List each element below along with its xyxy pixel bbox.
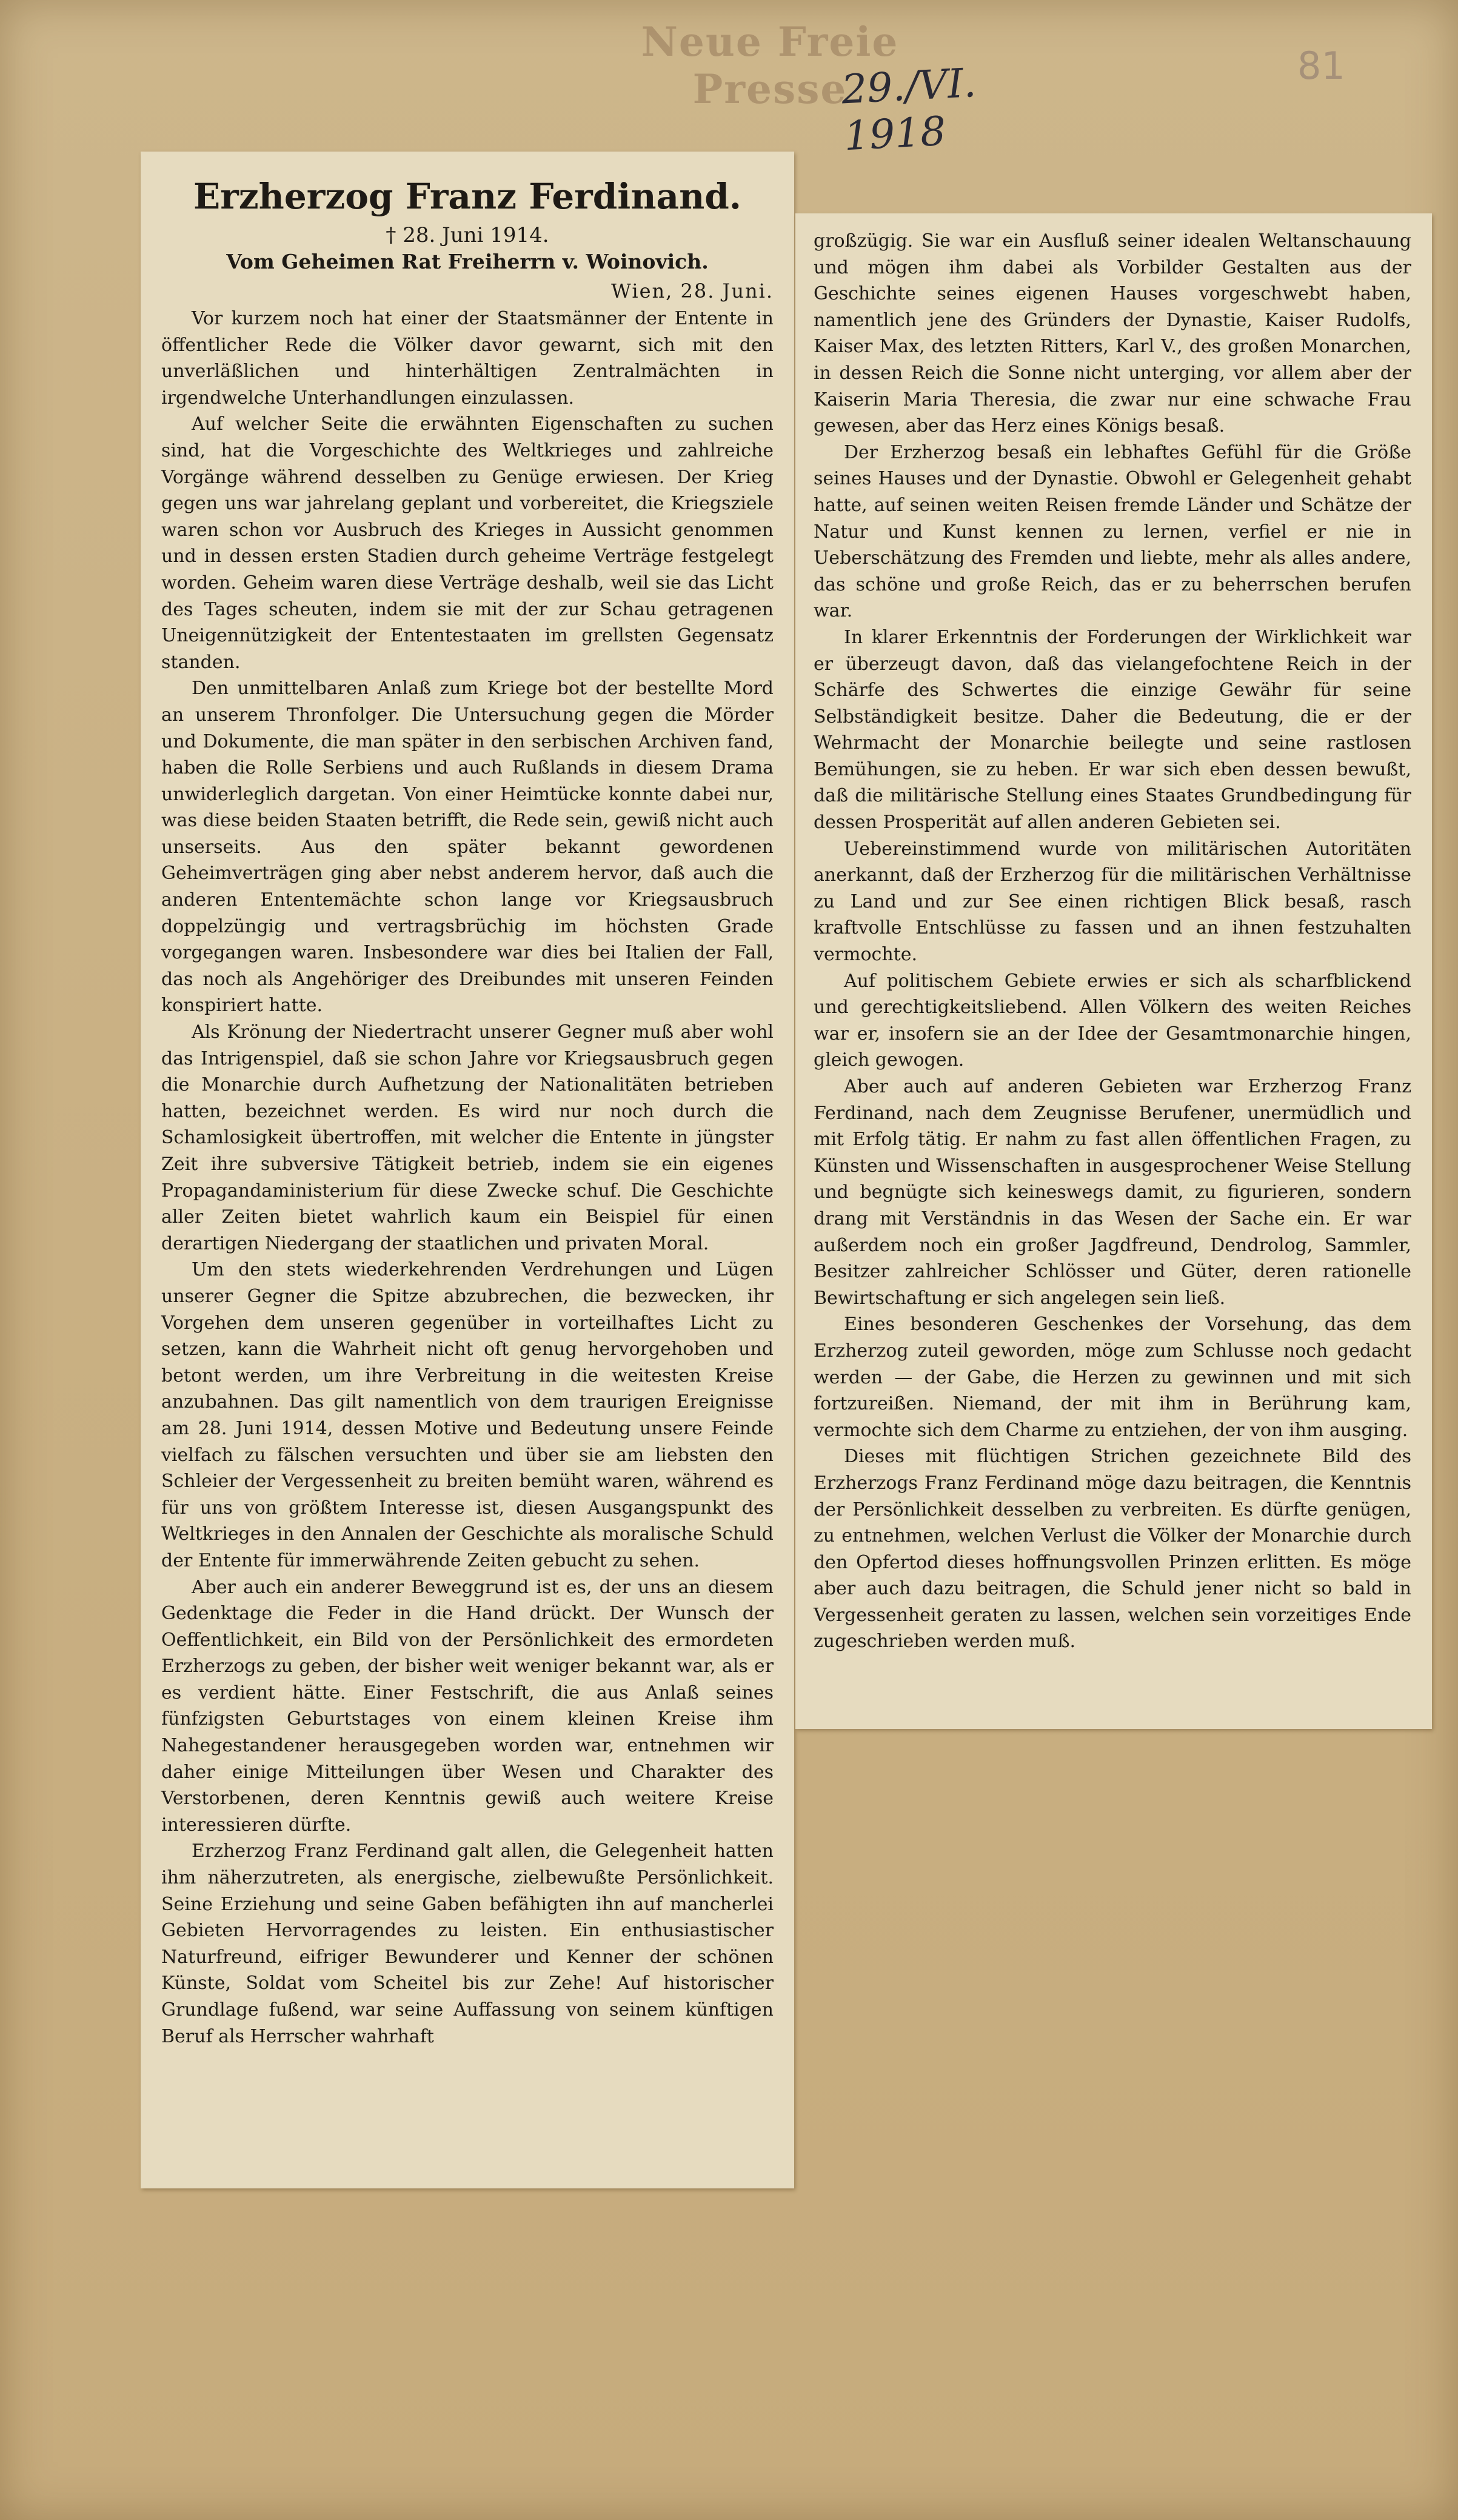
clipping-left-column — [141, 152, 794, 2188]
article-dateline: † 28. Juni 1914. — [386, 223, 549, 247]
handwritten-date: 29./VI. 1918 — [840, 59, 977, 160]
paragraph: Auf welcher Seite die erwähnten Eigenschaften zu suchen sind, hat die Vorgeschichte des Weltkrieges und zahlreiche Vorgänge während desselben zu Genüge erwiesen. Der Krieg gegen uns war jahrelang geplant und vorbereitet, die Kriegsziele waren schon vor Ausbruch des Krieges in Aussicht genommen und in dessen ersten Stadien durch geheime Verträge festgelegt worden. Geheim waren diese Verträge deshalb, weil sie das Licht des Tages scheuten, indem sie mit der zur Schau getragenen Uneigennützigkeit der Ententestaaten im grellsten Gegensatz standen. — [161, 413, 774, 673]
archive-number: 81 — [1297, 44, 1345, 88]
paragraph: Aber auch auf anderen Gebieten war Erzherzog Franz Ferdinand, nach dem Zeugnisse Berufener, unermüdlich und mit Erfolg tätig. Er nahm zu fast allen öffentlichen Fragen, zu Künsten und Wissenschaften in ausgesprochener Weise Stellung und begnügte sich keineswegs damit, zu figurieren, sondern drang mit Verständnis in das Wesen der Sache ein. Er war außerdem noch ein großer Jagdfreund, Dendrolog, Sammler, Besitzer zahlreicher Schlösser und Güter, deren rationelle Bewirtschaftung er sich angelegen sein ließ. — [814, 1076, 1411, 1309]
paragraph: Als Krönung der Niedertracht unserer Gegner muß aber wohl das Intrigenspiel, daß sie schon Jahre vor Kriegsausbruch gegen die Monarchie durch Aufhetzung der Nationalitäten betrieben hatten, bezeichnet werden. Es wird nur noch durch die Schamlosigkeit übertroffen, mit welcher die Entente in jüngster Zeit ihre subversive Tätigkeit betrieb, indem sie ein eigenes Propagandaministerium für diese Zwecke schuf. Die Geschichte aller Zeiten bietet wahrlich kaum ein Beispiel für einen derartigen Niedergang der staatlichen und privaten Moral. — [161, 1021, 774, 1254]
paragraph: Vor kurzem noch hat einer der Staatsmänner der Entente in öffentlicher Rede die Völker davor gewarnt, sich mit den unverläßlichen und hinterhältigen Zentralmächten in irgendwelche Unterhandlungen einzulassen. — [161, 308, 774, 409]
paragraph: Dieses mit flüchtigen Strichen gezeichnete Bild des Erzherzogs Franz Ferdinand möge dazu beitragen, die Kenntnis der Persönlichkeit desselben zu verbreiten. Es dürfte genügen, zu entnehmen, welchen Verlust die Völker der Monarchie durch den Opfertod dieses hoffnungsvollen Prinzen erlitten. Es möge aber auch dazu beitragen, die Schuld jener nicht so bald in Vergessenheit geraten zu lassen, welchen sein vorzeitiges Ende zugeschrieben werden muß. — [814, 1446, 1411, 1653]
left-column-text — [161, 306, 774, 2050]
paragraph: Eines besonderen Geschenkes der Vorsehung, das dem Erzherzog zuteil geworden, möge zum Schlusse noch gedacht werden — der Gabe, die Herzen zu gewinnen und mit sich fortzureißen. Niemand, der mit ihm in Berührung kam, vermochte sich dem Charme zu entziehen, der von ihm ausging. — [814, 1314, 1411, 1441]
article-byline: Vom Geheimen Rat Freiherrn v. Woinovich. — [226, 250, 709, 273]
paragraph: Um den stets wiederkehrenden Verdrehungen und Lügen unserer Gegner die Spitze abzubrechen, die bezwecken, ihr Vorgehen dem unseren gegenüber in vorteilhaftes Licht zu setzen, kann die Wahrheit nicht oft genug hervorgehoben und betont werden, um ihre Verbreitung in die weitesten Kreise anzubahnen. Das gilt namentlich von dem traurigen Ereignisse am 28. Juni 1914, dessen Motive und Bedeutung unsere Feinde vielfach zu fälschen versuchten und über sie am liebsten den Schleier der Vergessenheit zu breiten bemüht waren, während es für uns von größtem Interesse ist, diesen Ausgangspunkt des Weltkrieges in den Annalen der Geschichte als moralische Schuld der Entente für immerwährende Zeiten gebucht zu sehen. — [161, 1259, 774, 1571]
article-title: Erzherzog Franz Ferdinand. — [193, 176, 741, 217]
article-place-date: Wien, 28. Juni. — [611, 279, 774, 302]
paragraph: Auf politischem Gebiete erwies er sich als scharfblickend und gerechtigkeitsliebend. Allen Völkern des weiten Reiches war er, insofern sie an der Idee der Gesamtmonarchie hingen, gleich gewogen. — [814, 970, 1411, 1071]
paragraph: Den unmittelbaren Anlaß zum Kriege bot der bestellte Mord an unserem Thronfolger. Die Untersuchung gegen die Mörder und Dokumente, die man später in den serbischen Archiven fand, haben die Rolle Serbiens und auch Rußlands in diesem Drama unwiderleglich dargetan. Von einer Heimtücke konnte dabei nur, was diese beiden Staaten betrifft, die Rede sein, gewiß nicht auch unserseits. Aus den später bekannt gewordenen Geheimverträgen ging aber nebst anderem hervor, daß auch die anderen Ententemächte schon lange vor Kriegsausbruch doppelzüngig und vertragsbrüchig im höchsten Grade vorgegangen waren. Insbesondere war dies bei Italien der Fall, das noch als Angehöriger des Dreibundes mit unseren Feinden konspiriert hatte. — [161, 678, 774, 1017]
right-column-text — [814, 228, 1411, 1655]
paragraph: Der Erzherzog besaß ein lebhaftes Gefühl für die Größe seines Hauses und der Dynastie. Obwohl er Gelegenheit gehabt hatte, auf seinen weiten Reisen fremde Länder und Schätze der Natur und Kunst kennen zu lernen, verfiel er nie in Ueberschätzung des Fremden und liebte, mehr als alles andere, das schöne und große Reich, das er zu beherrschen berufen war. — [814, 441, 1411, 622]
paragraph: Aber auch ein anderer Beweggrund ist es, der uns an diesem Gedenktage die Feder in die Hand drückt. Der Wunsch der Oeffentlichkeit, ein Bild von der Persönlichkeit des ermordeten Erzherzogs zu geben, der bisher weit weniger bekannt war, als er es verdient hätte. Einer Festschrift, die aus Anlaß seines fünfzigsten Geburtstages von einem kleinen Kreise ihm Nahegestandener herausgegeben worden war, entnehmen wir daher einige Mitteilungen über Wesen und Charakter des Verstorbenen, deren Kenntnis gewiß auch weitere Kreise interessieren dürfte. — [161, 1576, 774, 1836]
paragraph: Uebereinstimmend wurde von militärischen Autoritäten anerkannt, daß der Erzherzog für die militärischen Verhältnisse zu Land und zur See einen richtigen Blick besaß, rasch kraftvolle Entschlüsse zu fassen und an ihnen festzuhalten vermochte. — [814, 838, 1411, 966]
paragraph: großzügig. Sie war ein Ausfluß seiner idealen Weltanschauung und mögen ihm dabei als Vorbilder Gestalten aus der Geschichte seines eigenen Hauses vorgeschwebt haben, namentlich jene des Gründers der Dynastie, Kaiser Rudolfs, Kaiser Max, des letzten Ritters, Karl V., des großen Monarchen, in dessen Reich die Sonne nicht unterging, vor allem aber der Kaiserin Maria Theresia, die zwar nur eine schwache Frau gewesen, aber das Herz eines Königs besaß. — [814, 230, 1411, 437]
paragraph: Erzherzog Franz Ferdinand galt allen, die Gelegenheit hatten ihm näherzutreten, als energische, zielbewußte Persönlichkeit. Seine Erziehung und seine Gaben befähigten ihn auf mancherlei Gebieten Hervorragendes zu leisten. Ein enthusiastischer Naturfreund, eifriger Bewunderer und Kenner der schönen Künste, Soldat vom Scheitel bis zur Zehe! Auf historischer Grundlage fußend, war seine Auffassung von seinem künftigen Beruf als Herrscher wahrhaft — [161, 1840, 774, 2047]
newspaper-name-stamp: Neue Freie Presse — [641, 18, 899, 113]
paragraph: In klarer Erkenntnis der Forderungen der Wirklichkeit war er überzeugt davon, daß das vielangefochtene Reich in der Schärfe des Schwertes die einzige Gewähr für seine Selbständigkeit besitze. Daher die Bedeutung, die er der Wehrmacht der Monarchie beilegte und seine rastlosen Bemühungen, sie zu heben. Er war sich eben dessen bewußt, daß die militärische Stellung eines Staates Grundbedingung für dessen Prosperität auf allen anderen Gebieten sei. — [814, 626, 1411, 834]
clipping-right-column — [795, 213, 1432, 1729]
